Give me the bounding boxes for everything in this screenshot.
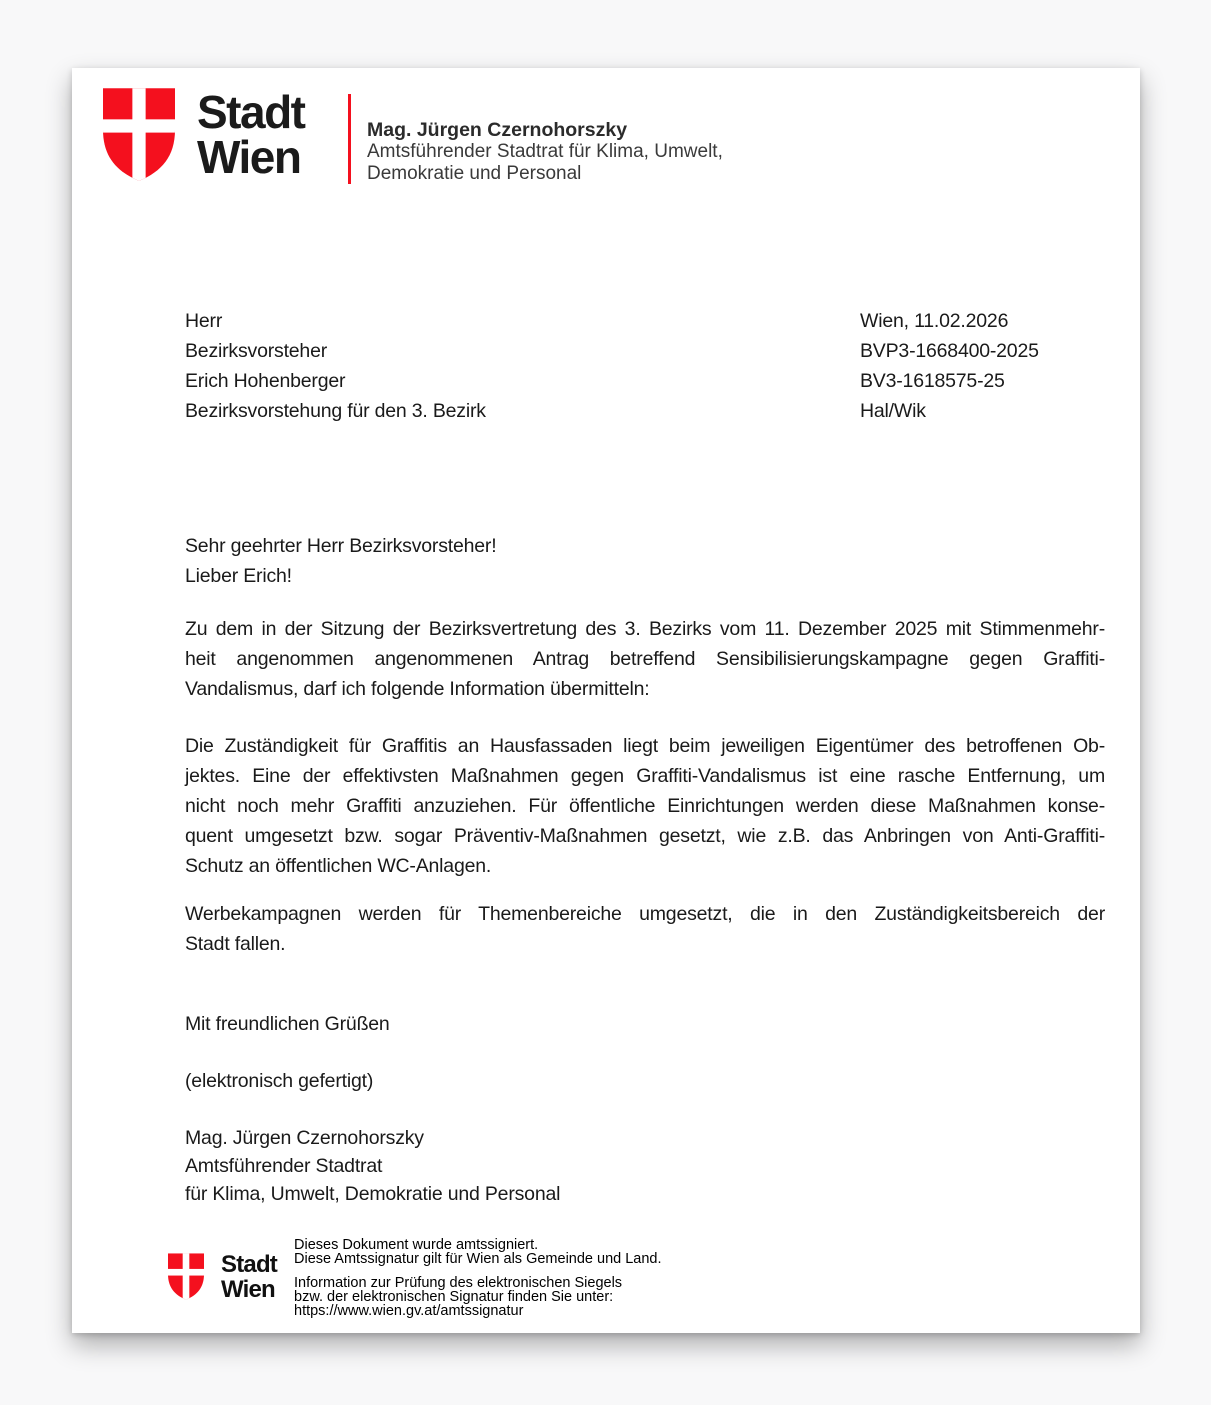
signatory-block [185, 1124, 1105, 1208]
place-date: Wien, 11.02.2026 [860, 310, 1009, 332]
paragraph-line: Schutz an öffentlichen WC-Anlagen. [185, 855, 492, 877]
file-number-1: BVP3-1668400-2025 [860, 340, 1039, 362]
paragraph-1 [185, 614, 1105, 704]
signatory-portfolio: für Klima, Umwelt, Demokratie und Personal [185, 1183, 561, 1205]
amtssignatur-footer [168, 1234, 662, 1318]
paragraph-line: Zu dem in der Sitzung der Bezirksvertretung des 3. Bezirks vom 11. Dezember 2025 mit Stimmenmehr- [185, 618, 1105, 640]
recipient-line: Erich Hohenberger [185, 370, 346, 392]
amtssignatur-url: https://www.wien.gv.at/amtssignatur [294, 1303, 524, 1319]
file-number-2: BV3-1618575-25 [860, 370, 1005, 392]
recipient-line: Bezirksvorsteher [185, 340, 328, 362]
salutation-line: Lieber Erich! [185, 565, 292, 587]
stadt-wien-logotype [197, 86, 330, 183]
recipient-line: Bezirksvorstehung für den 3. Bezirk [185, 400, 486, 422]
salutation-line: Sehr geehrter Herr Bezirksvorsteher! [185, 535, 497, 557]
paragraph-line: Werbekampagnen werden für Themenbereiche umgesetzt, die in den Zuständigkeitsbereich der [185, 903, 1105, 925]
official-block [367, 119, 723, 185]
paragraph-line: heit angenommen angenommenen Antrag betreffend Sensibilisierungskampagne gegen Graffiti- [185, 648, 1105, 670]
official-role-line-1: Amtsführender Stadtrat für Klima, Umwelt, [367, 141, 723, 162]
letter-page [72, 68, 1140, 1333]
salutation [185, 531, 1105, 591]
amtssignatur-info-line: bzw. der elektronischen Signatur finden Sie unter: [294, 1289, 614, 1305]
logotype-line-2: Wien [221, 1276, 275, 1303]
recipient-line: Herr [185, 310, 223, 332]
logotype-line-1: Stadt [221, 1251, 278, 1278]
paragraph-line: jektes. Eine der effektivsten Maßnahmen gegen Graffiti-Vandalismus ist eine rasche Entfernung, um [185, 765, 1105, 787]
logotype-line-1: Stadt [197, 86, 305, 138]
stadt-wien-logotype-small [221, 1252, 294, 1302]
official-name: Mag. Jürgen Czernohorszky [367, 119, 628, 141]
paragraph-line: Stadt fallen. [185, 933, 286, 955]
signatory-title: Amtsführender Stadtrat [185, 1155, 383, 1177]
paragraph-line: nicht noch mehr Graffiti anzuziehen. Für öffentliche Einrichtungen werden diese Maßnahmen konse- [185, 795, 1105, 817]
letterhead [103, 88, 723, 185]
amtssignatur-note-line: Dieses Dokument wurde amtssigniert. [294, 1237, 539, 1253]
stadt-wien-crest-icon [103, 88, 175, 181]
electronic-signature-note: (elektronisch gefertigt) [185, 1070, 374, 1092]
signatory-name: Mag. Jürgen Czernohorszky [185, 1127, 424, 1149]
official-role-line-2: Demokratie und Personal [367, 163, 582, 184]
address-reference-row [185, 306, 1105, 426]
amtssignatur-note-line: Diese Amtssignatur gilt für Wien als Gemeinde und Land. [294, 1251, 662, 1267]
paragraph-2 [185, 731, 1105, 881]
paragraph-line: Vandalismus, darf ich folgende Information übermitteln: [185, 678, 650, 700]
paragraph-line: Die Zuständigkeit für Graffitis an Hausfassaden liegt beim jeweiligen Eigentümer des betroffenen Ob- [185, 735, 1105, 757]
clerk-initials: Hal/Wik [860, 400, 926, 422]
letter-body [185, 531, 1105, 1208]
paragraph-line: quent umgesetzt bzw. sogar Präventiv-Maßnahmen gesetzt, wie z.B. das Anbringen von Anti-Graffiti- [185, 825, 1105, 847]
amtssignatur-text [294, 1238, 662, 1318]
stadt-wien-crest-icon [168, 1253, 204, 1300]
amtssignatur-info-line: Information zur Prüfung des elektronischen Siegels [294, 1275, 623, 1291]
reference-block [860, 306, 1039, 426]
closing-formula: Mit freundlichen Grüßen [185, 1013, 390, 1035]
paragraph-3 [185, 899, 1105, 959]
logotype-line-2: Wien [197, 131, 301, 183]
letterhead-divider [348, 94, 351, 184]
